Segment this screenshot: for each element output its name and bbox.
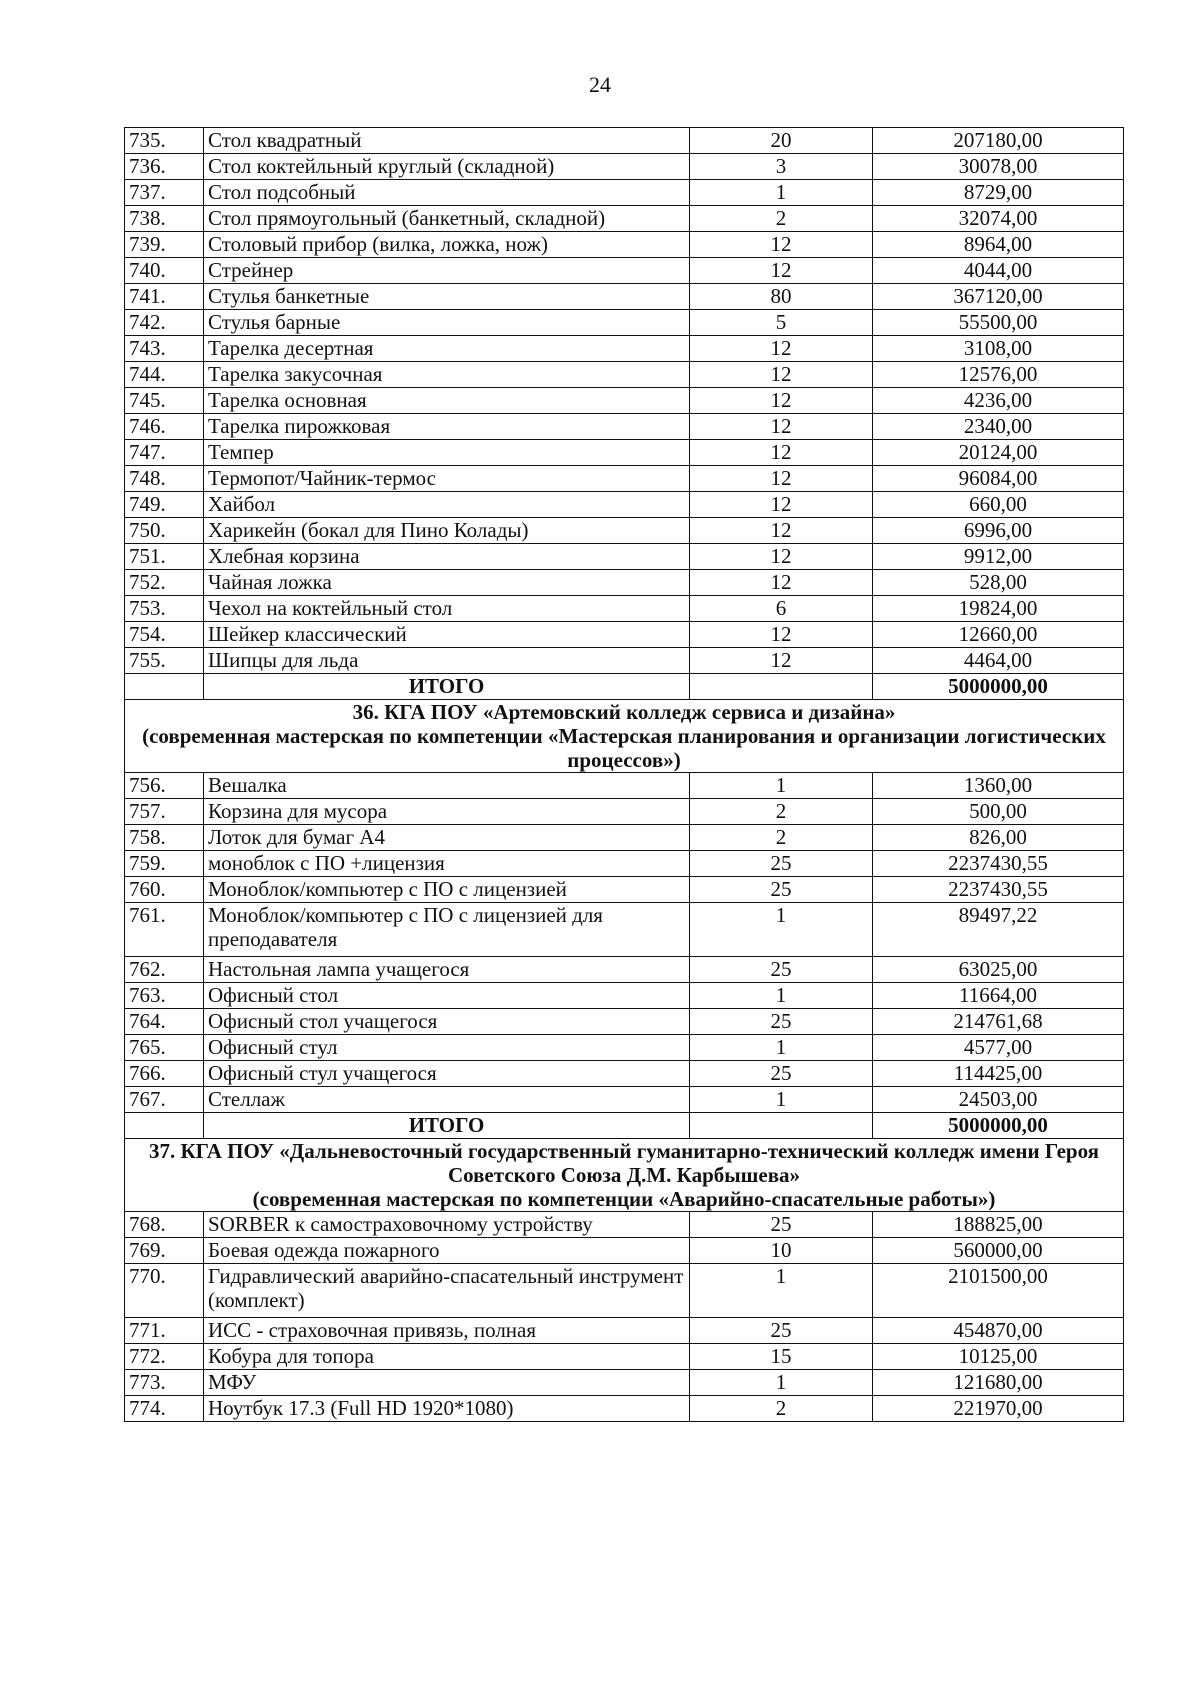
item-name: Стулья барные: [204, 310, 690, 336]
item-name: ИСС - страховочная привязь, полная: [204, 1318, 690, 1344]
table-row: [125, 1035, 1124, 1061]
table-row: [125, 1061, 1124, 1087]
item-sum: 221970,00: [873, 1396, 1124, 1422]
item-name: Шипцы для льда: [204, 648, 690, 674]
total-row: [125, 1113, 1124, 1139]
item-sum: 4464,00: [873, 648, 1124, 674]
item-quantity: 1: [690, 983, 873, 1009]
item-name: Термопот/Чайник-термос: [204, 466, 690, 492]
section-heading: [125, 700, 1124, 773]
item-sum: 6996,00: [873, 518, 1124, 544]
table-row: [125, 284, 1124, 310]
table-row: [125, 1264, 1124, 1318]
item-quantity: 12: [690, 258, 873, 284]
table-row: [125, 825, 1124, 851]
item-quantity: 5: [690, 310, 873, 336]
row-number: 735.: [125, 128, 204, 154]
item-sum: 114425,00: [873, 1061, 1124, 1087]
item-quantity: 2: [690, 206, 873, 232]
table-row: [125, 648, 1124, 674]
item-quantity: 20: [690, 128, 873, 154]
item-quantity: 25: [690, 957, 873, 983]
item-sum: 11664,00: [873, 983, 1124, 1009]
item-sum: 2340,00: [873, 414, 1124, 440]
item-sum: 8729,00: [873, 180, 1124, 206]
item-sum: 121680,00: [873, 1370, 1124, 1396]
row-number: 764.: [125, 1009, 204, 1035]
item-sum: 63025,00: [873, 957, 1124, 983]
item-quantity: 12: [690, 570, 873, 596]
item-name: Офисный стул учащегося: [204, 1061, 690, 1087]
total-empty-cell: [125, 1113, 204, 1139]
row-number: 766.: [125, 1061, 204, 1087]
row-number: 762.: [125, 957, 204, 983]
row-number: 738.: [125, 206, 204, 232]
item-quantity: 25: [690, 1009, 873, 1035]
item-name: моноблок с ПО +лицензия: [204, 851, 690, 877]
item-quantity: 6: [690, 596, 873, 622]
item-quantity: 12: [690, 492, 873, 518]
equipment-table-body: [125, 128, 1124, 1422]
item-name: Хайбол: [204, 492, 690, 518]
table-row: [125, 128, 1124, 154]
total-sum: 5000000,00: [873, 674, 1124, 700]
item-sum: 4236,00: [873, 388, 1124, 414]
item-name: Стеллаж: [204, 1087, 690, 1113]
item-quantity: 1: [690, 1087, 873, 1113]
total-sum: 5000000,00: [873, 1113, 1124, 1139]
item-sum: 19824,00: [873, 596, 1124, 622]
row-number: 757.: [125, 799, 204, 825]
item-name: Стол квадратный: [204, 128, 690, 154]
row-number: 754.: [125, 622, 204, 648]
table-row: [125, 1370, 1124, 1396]
item-quantity: 12: [690, 232, 873, 258]
item-name: Шейкер классический: [204, 622, 690, 648]
table-row: [125, 1238, 1124, 1264]
section-subtitle: (современная мастерская по компетенции «Мастерская планирования и организации логистических процессов»): [142, 724, 1106, 772]
item-name: Хлебная корзина: [204, 544, 690, 570]
item-quantity: 25: [690, 1212, 873, 1238]
item-name: Моноблок/компьютер с ПО с лицензией: [204, 877, 690, 903]
total-empty-cell: [690, 674, 873, 700]
item-name: Настольная лампа учащегося: [204, 957, 690, 983]
item-sum: 30078,00: [873, 154, 1124, 180]
item-sum: 2237430,55: [873, 877, 1124, 903]
row-number: 746.: [125, 414, 204, 440]
total-label: ИТОГО: [204, 1113, 690, 1139]
row-number: 768.: [125, 1212, 204, 1238]
item-name: Стол подсобный: [204, 180, 690, 206]
table-row: [125, 362, 1124, 388]
row-number: 747.: [125, 440, 204, 466]
row-number: 742.: [125, 310, 204, 336]
section-title: 36. КГА ПОУ «Артемовский колледж сервиса и дизайна»: [352, 700, 896, 724]
row-number: 748.: [125, 466, 204, 492]
table-row: [125, 388, 1124, 414]
item-name: Столовый прибор (вилка, ложка, нож): [204, 232, 690, 258]
item-name: Ноутбук 17.3 (Full HD 1920*1080): [204, 1396, 690, 1422]
table-row: [125, 258, 1124, 284]
row-number: 741.: [125, 284, 204, 310]
row-number: 767.: [125, 1087, 204, 1113]
section-36-header: [125, 700, 1124, 773]
row-number: 740.: [125, 258, 204, 284]
row-number: 771.: [125, 1318, 204, 1344]
item-quantity: 1: [690, 1370, 873, 1396]
item-sum: 207180,00: [873, 128, 1124, 154]
item-quantity: 12: [690, 544, 873, 570]
total-row: [125, 674, 1124, 700]
table-row: [125, 570, 1124, 596]
item-sum: 8964,00: [873, 232, 1124, 258]
item-name: Стулья банкетные: [204, 284, 690, 310]
item-sum: 20124,00: [873, 440, 1124, 466]
item-name: Харикейн (бокал для Пино Колады): [204, 518, 690, 544]
row-number: 749.: [125, 492, 204, 518]
item-name: Тарелка основная: [204, 388, 690, 414]
item-quantity: 12: [690, 440, 873, 466]
item-name: Вешалка: [204, 773, 690, 799]
table-row: [125, 466, 1124, 492]
section-37-header: [125, 1139, 1124, 1212]
item-sum: 10125,00: [873, 1344, 1124, 1370]
row-number: 737.: [125, 180, 204, 206]
item-sum: 560000,00: [873, 1238, 1124, 1264]
table-row: [125, 983, 1124, 1009]
table-row: [125, 544, 1124, 570]
table-row: [125, 596, 1124, 622]
table-row: [125, 1318, 1124, 1344]
table-row: [125, 310, 1124, 336]
item-name: Темпер: [204, 440, 690, 466]
page-number: 24: [589, 72, 611, 97]
item-name: Тарелка пирожковая: [204, 414, 690, 440]
item-quantity: 1: [690, 1035, 873, 1061]
item-quantity: 1: [690, 773, 873, 799]
item-name: SORBER к самостраховочному устройству: [204, 1212, 690, 1238]
item-name: Корзина для мусора: [204, 799, 690, 825]
table-row: [125, 1009, 1124, 1035]
table-row: [125, 492, 1124, 518]
row-number: 763.: [125, 983, 204, 1009]
table-row: [125, 773, 1124, 799]
item-sum: 528,00: [873, 570, 1124, 596]
table-row: [125, 903, 1124, 957]
item-name: Офисный стол учащегося: [204, 1009, 690, 1035]
item-sum: 500,00: [873, 799, 1124, 825]
item-quantity: 12: [690, 388, 873, 414]
row-number: 744.: [125, 362, 204, 388]
item-quantity: 1: [690, 180, 873, 206]
item-quantity: 2: [690, 825, 873, 851]
item-sum: 32074,00: [873, 206, 1124, 232]
item-quantity: 12: [690, 648, 873, 674]
item-name: Кобура для топора: [204, 1344, 690, 1370]
item-quantity: 12: [690, 362, 873, 388]
item-sum: 454870,00: [873, 1318, 1124, 1344]
table-row: [125, 206, 1124, 232]
item-sum: 2237430,55: [873, 851, 1124, 877]
item-sum: 4577,00: [873, 1035, 1124, 1061]
item-sum: 12660,00: [873, 622, 1124, 648]
item-name: Офисный стул: [204, 1035, 690, 1061]
item-name: Чехол на коктейльный стол: [204, 596, 690, 622]
item-sum: 9912,00: [873, 544, 1124, 570]
item-quantity: 12: [690, 466, 873, 492]
row-number: 770.: [125, 1264, 204, 1318]
item-quantity: 25: [690, 877, 873, 903]
item-sum: 188825,00: [873, 1212, 1124, 1238]
item-quantity: 3: [690, 154, 873, 180]
item-name: Чайная ложка: [204, 570, 690, 596]
item-sum: 1360,00: [873, 773, 1124, 799]
table-row: [125, 414, 1124, 440]
item-quantity: 10: [690, 1238, 873, 1264]
item-name: Тарелка десертная: [204, 336, 690, 362]
item-sum: 826,00: [873, 825, 1124, 851]
table-row: [125, 1344, 1124, 1370]
item-quantity: 2: [690, 799, 873, 825]
total-empty-cell: [125, 674, 204, 700]
table-row: [125, 154, 1124, 180]
table-row: [125, 180, 1124, 206]
item-name: Стрейнер: [204, 258, 690, 284]
item-name: Моноблок/компьютер с ПО с лицензией для преподавателя: [204, 903, 690, 957]
item-quantity: 25: [690, 1318, 873, 1344]
table-row: [125, 1087, 1124, 1113]
item-name: Стол прямоугольный (банкетный, складной): [204, 206, 690, 232]
item-sum: 214761,68: [873, 1009, 1124, 1035]
row-number: 759.: [125, 851, 204, 877]
table-row: [125, 518, 1124, 544]
table-row: [125, 336, 1124, 362]
section-title: 37. КГА ПОУ «Дальневосточный государственный гуманитарно-технический колледж имени Героя Советского Союза Д.М. Карбышева»: [148, 1139, 1100, 1187]
row-number: 773.: [125, 1370, 204, 1396]
row-number: 743.: [125, 336, 204, 362]
row-number: 750.: [125, 518, 204, 544]
section-heading: [125, 1139, 1124, 1212]
section-subtitle: (современная мастерская по компетенции «Аварийно-спасательные работы»): [252, 1187, 996, 1211]
table-row: [125, 440, 1124, 466]
item-name: Боевая одежда пожарного: [204, 1238, 690, 1264]
item-quantity: 80: [690, 284, 873, 310]
item-sum: 55500,00: [873, 310, 1124, 336]
item-name: Офисный стол: [204, 983, 690, 1009]
row-number: 745.: [125, 388, 204, 414]
item-sum: 2101500,00: [873, 1264, 1124, 1318]
item-quantity: 25: [690, 1061, 873, 1087]
table-row: [125, 957, 1124, 983]
item-quantity: 1: [690, 1264, 873, 1318]
table-row: [125, 622, 1124, 648]
item-sum: 3108,00: [873, 336, 1124, 362]
table-row: [125, 1396, 1124, 1422]
row-number: 760.: [125, 877, 204, 903]
table-row: [125, 799, 1124, 825]
item-sum: 12576,00: [873, 362, 1124, 388]
row-number: 772.: [125, 1344, 204, 1370]
row-number: 774.: [125, 1396, 204, 1422]
item-sum: 367120,00: [873, 284, 1124, 310]
row-number: 753.: [125, 596, 204, 622]
item-quantity: 12: [690, 518, 873, 544]
item-name: Стол коктейльный круглый (складной): [204, 154, 690, 180]
item-sum: 24503,00: [873, 1087, 1124, 1113]
row-number: 755.: [125, 648, 204, 674]
item-quantity: 1: [690, 903, 873, 957]
total-empty-cell: [690, 1113, 873, 1139]
row-number: 739.: [125, 232, 204, 258]
item-sum: 89497,22: [873, 903, 1124, 957]
equipment-table: [124, 127, 1124, 1422]
item-quantity: 15: [690, 1344, 873, 1370]
total-label: ИТОГО: [204, 674, 690, 700]
item-sum: 660,00: [873, 492, 1124, 518]
row-number: 761.: [125, 903, 204, 957]
item-name: Лоток для бумаг А4: [204, 825, 690, 851]
table-row: [125, 851, 1124, 877]
row-number: 765.: [125, 1035, 204, 1061]
item-quantity: 12: [690, 414, 873, 440]
item-name: Тарелка закусочная: [204, 362, 690, 388]
item-quantity: 2: [690, 1396, 873, 1422]
row-number: 769.: [125, 1238, 204, 1264]
row-number: 752.: [125, 570, 204, 596]
table-row: [125, 232, 1124, 258]
item-sum: 4044,00: [873, 258, 1124, 284]
item-quantity: 25: [690, 851, 873, 877]
item-name: МФУ: [204, 1370, 690, 1396]
row-number: 751.: [125, 544, 204, 570]
table-row: [125, 877, 1124, 903]
item-quantity: 12: [690, 336, 873, 362]
row-number: 736.: [125, 154, 204, 180]
item-sum: 96084,00: [873, 466, 1124, 492]
item-name: Гидравлический аварийно-спасательный инструмент (комплект): [204, 1264, 690, 1318]
row-number: 758.: [125, 825, 204, 851]
row-number: 756.: [125, 773, 204, 799]
table-row: [125, 1212, 1124, 1238]
item-quantity: 12: [690, 622, 873, 648]
